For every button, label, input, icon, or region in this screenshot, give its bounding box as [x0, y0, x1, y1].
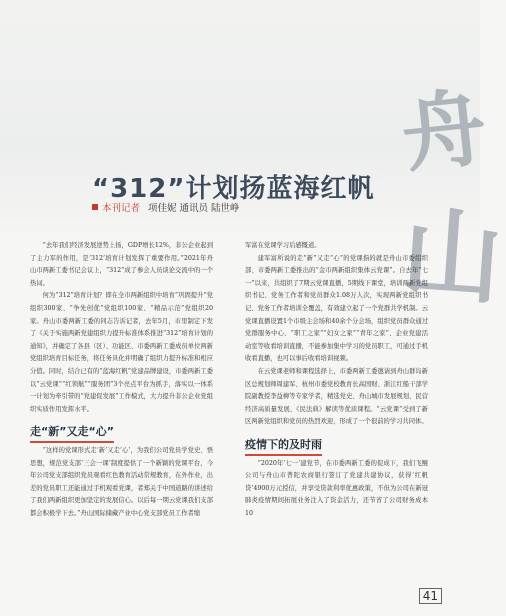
article-title: “312”计划扬蓝海红帆	[92, 174, 375, 204]
byline-marker-icon	[92, 204, 98, 210]
page-number: 41	[419, 588, 442, 604]
byline	[92, 200, 240, 214]
right-column	[245, 240, 428, 520]
section-heading: 疫情下的及时雨	[245, 439, 322, 456]
paragraph: “这样的党课形式走‘新’又走‘心’，为我们公司党员学党史、悟思想，规范党支部‘三会一课’制度提供了一个新颖的党课平台，今年公司党支部组织党员观看红色教育活动常规教育，在外作业，出差的党员职工还能通过手机观看党课，者郑关于中国道路的讲述给了我们两新组织更加坚定的发展信心。以后每一期云党课我们支部都会积极学下去。”舟山国际储藏产业中心党支部党员工作者缩	[30, 446, 213, 517]
byline-role: 本刊记者	[102, 203, 141, 214]
paragraph: “去年我们经济发展逆势上扬，GDP增长12%，非公企业起到了主力军的作用，是‘312’培育计划发挥了重要作用。”2021年舟山市两新工委书记会议上，“312”成了参会人员谈论交流中的一个热词。	[30, 242, 213, 287]
decorative-character: 山	[397, 193, 506, 319]
decorative-character: 舟	[396, 77, 491, 185]
paragraph: 军富在党课学习后感慨道。	[245, 242, 321, 249]
paragraph: “2020年‘七一’建党节，在市委两新工委的促成下，我们飞鲲公司与舟山市普陀农商银行签订了党建共建协议，获得‘红帆贷’4900万元授信，并享受贷款利率优惠政策，不但为公司在新冠肺炎疫情期间拓展业务注入了资金活力，还节省了公司财务成本10	[245, 459, 428, 517]
section-heading: 走“新”又走“心”	[30, 426, 114, 443]
left-column	[30, 240, 213, 520]
byline-names: 项佳妮 通讯员 陆世峥	[148, 203, 240, 214]
paragraph: 在云党课老师和课程选择上，市委两新工委邀请到舟山群岛新区总规划师周建军、杭州市委党校教育长高国财、浙江红船干部学院副教授李益柳等专家学者，精选党史、舟山城市发展规划、民营经济高质量发展、《民法典》解读等优质课程。“云党课”受到了新区两新党组织和党员的热烈欢迎，形成了一个很前的学习共同体。	[245, 367, 428, 426]
paragraph: 何为“312”培育计划？即在全市两新组织中培育“巩固提升”党组织300家、“争先创优”党组织100家、“精品示范”党组织20家。舟山市委两新工委的同志告诉记者，去年5月，市里制定下发了《关于实施两新党建组织力提升标准体系推进“312”培育计划的通知》，并确定了各县（区）、功能区、市委两新工委成员单位两新党组织培育目标任务，将任务具化并明确了组织力提升标准和相应分值。同时，结合已有的“蓝海红帆”党建品牌建设，市委两新工委以“云党课”“红领航”“服务团”3个亮点平台为抓手，落实以一体系一计划为牵引带的“党建促发展”工作模式，大力提升非公企业党组织实质作用发挥水平。	[30, 292, 213, 413]
paragraph: 建军富所说的走“新”又走“心”的党课指的就是舟山市委组织部、市委两新工委推出的“金市两新组织集体云党课”。自去年“七一”以来，共组织了7期云党课直播，5期线下课堂，培训两新党组织书记、党务工作者和党员群众1.08万人次，实现两新党组织书记、党务工作者培训全覆盖，有效建立起了一个党群共学机制。云党课直播设置1个市级主会场和40余个分会场，组织党员群众通过党群服务中心、“职工之家”“妇女之家”“青年之家”、企业党建活动室等收看培训直播，不能参加集中学习的党员职工，可通过手机收看直播，也可以事后收看培训视频。	[245, 254, 428, 363]
